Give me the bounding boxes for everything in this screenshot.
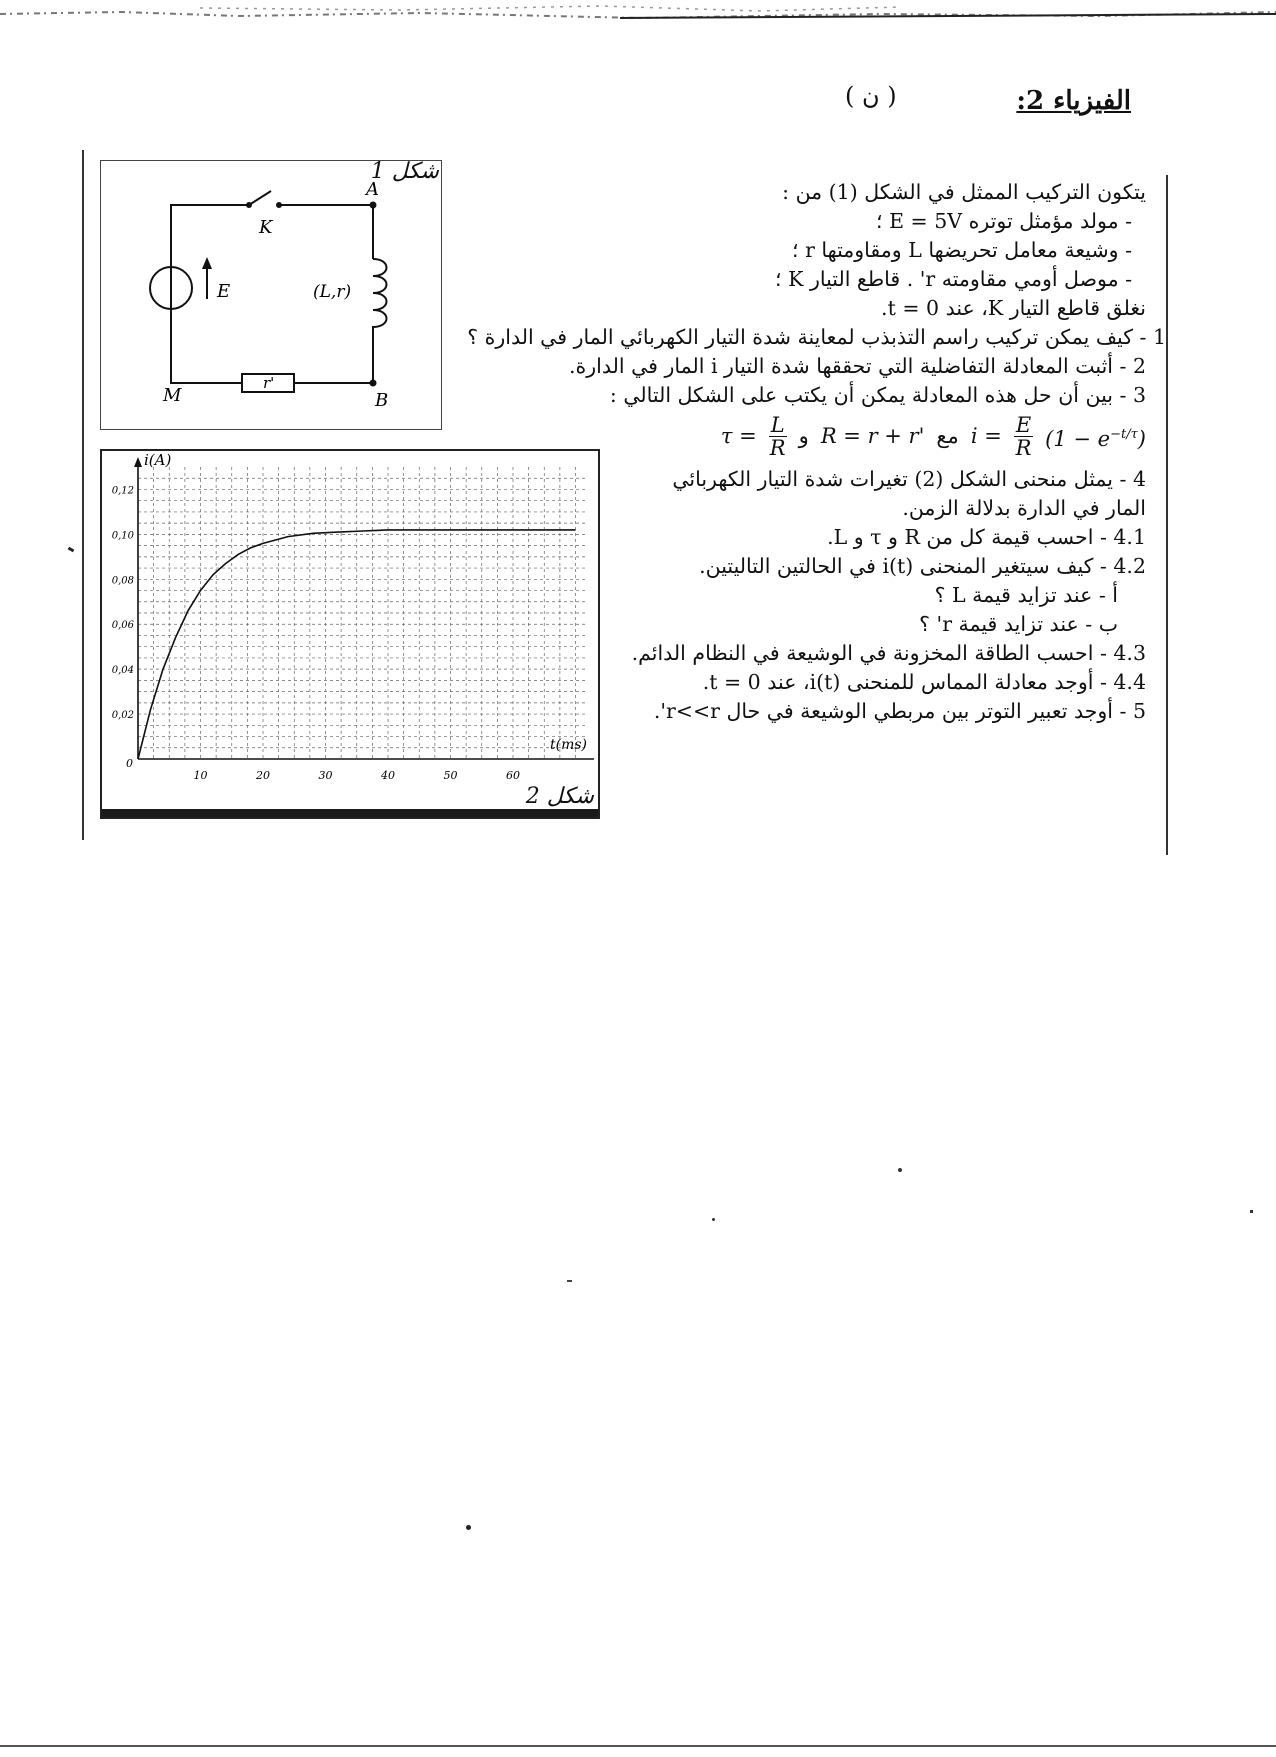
figure-2-label: شكل 2 bbox=[525, 784, 594, 809]
question-2: 2 - أثبت المعادلة التفاضلية التي تحققها شدة التيار i المار في الدارة. bbox=[569, 354, 1146, 378]
scan-speck bbox=[466, 1525, 471, 1530]
y-tick-label: 0,06 bbox=[111, 620, 134, 632]
y-axis-label: i(A) bbox=[144, 451, 172, 469]
y-tick-label: 0,04 bbox=[111, 665, 134, 677]
close-switch-line: نغلق قاطع التيار K، عند t = 0. bbox=[881, 296, 1146, 320]
tau-numerator: L bbox=[770, 413, 785, 437]
tau-fraction bbox=[769, 414, 787, 459]
exercise-text bbox=[467, 178, 1166, 726]
current-vs-time-chart bbox=[102, 451, 598, 801]
i-eq: i = bbox=[970, 424, 1002, 448]
e-over-r-fraction bbox=[1014, 414, 1033, 459]
x-axis-label: t(ms) bbox=[550, 737, 588, 753]
item-coil: - وشيعة معامل تحريضها L ومقاومتها r ؛ bbox=[792, 238, 1132, 262]
question-3: 3 - بين أن حل هذه المعادلة يمكن أن يكتب على الشكل التالي : bbox=[609, 383, 1146, 407]
scan-speck bbox=[1250, 1210, 1253, 1213]
and-word: و bbox=[798, 424, 809, 448]
question-5: 5 - أوجد تعبير التوتر بين مربطي الوشيعة في حال r<<r'. bbox=[653, 699, 1146, 723]
origin-label: 0 bbox=[126, 757, 133, 770]
section-title: الفيزياء 2: bbox=[1016, 86, 1131, 116]
item-generator: - مولد مؤمثل توتره E = 5V ؛ bbox=[876, 209, 1132, 233]
scan-speck bbox=[712, 1218, 715, 1221]
tau-denominator: R bbox=[769, 436, 786, 460]
right-margin-line bbox=[1166, 175, 1168, 855]
solution-formula bbox=[606, 414, 1146, 459]
switch-k-label: K bbox=[259, 217, 273, 238]
question-4-4: 4.4 - أوجد معادلة المماس للمنحنى i(t)، عند t = 0. bbox=[702, 670, 1146, 694]
exponent: −t/τ bbox=[1110, 426, 1138, 442]
question-4-2-a: أ - عند تزايد قيمة L ؟ bbox=[934, 583, 1118, 607]
left-margin-line bbox=[82, 150, 84, 840]
r-definition: R = r + r' bbox=[820, 424, 925, 448]
question-4-1: 4.1 - احسب قيمة كل من R و τ و L. bbox=[827, 525, 1146, 549]
scan-speck bbox=[567, 1280, 572, 1282]
x-tick-label: 60 bbox=[506, 769, 520, 782]
x-tick-label: 20 bbox=[256, 769, 270, 782]
question-4: 4 - يمثل منحنى الشكل (2) تغيرات شدة التيار الكهربائي المار في الدارة بدلالة الزمن. bbox=[672, 467, 1146, 520]
figure-2-chart bbox=[100, 449, 600, 819]
scan-speck bbox=[898, 1168, 902, 1172]
question-4-2-b: ب - عند تزايد قيمة r' ؟ bbox=[919, 612, 1118, 636]
node-b-label: B bbox=[375, 390, 389, 411]
bottom-rule bbox=[0, 1745, 1276, 1747]
coil-symbol bbox=[373, 259, 387, 333]
y-tick-label: 0,08 bbox=[111, 575, 134, 587]
e-numerator: E bbox=[1015, 413, 1032, 437]
circuit-diagram bbox=[101, 161, 441, 429]
figure-1-label: شكل 1 bbox=[370, 159, 439, 184]
switch-k bbox=[249, 191, 271, 205]
item-resistor: - موصل أومي مقاومته r' . قاطع التيار K ؛ bbox=[775, 267, 1132, 291]
score-placeholder: ( ن ) bbox=[845, 82, 897, 110]
node-m-label: M bbox=[163, 385, 182, 406]
node-a-label: A bbox=[366, 179, 379, 200]
figure-1-circuit bbox=[100, 160, 442, 430]
y-tick-label: 0,10 bbox=[111, 530, 134, 542]
tau-eq: τ = bbox=[720, 424, 757, 448]
x-tick-label: 10 bbox=[193, 769, 208, 782]
with-word: مع bbox=[936, 424, 959, 448]
question-4-2: 4.2 - كيف سيتغير المنحنى i(t) في الحالتين التاليتين. bbox=[699, 554, 1146, 578]
r-denominator: R bbox=[1015, 436, 1032, 460]
x-tick-label: 40 bbox=[381, 769, 395, 782]
y-tick-label: 0,12 bbox=[111, 485, 134, 497]
x-tick-label: 50 bbox=[443, 769, 458, 782]
y-axis-arrow bbox=[134, 457, 142, 467]
question-4-3: 4.3 - احسب الطاقة المخزونة في الوشيعة في النظام الدائم. bbox=[631, 641, 1146, 665]
figure-2-base bbox=[102, 809, 598, 817]
resistor-label: r' bbox=[263, 374, 275, 392]
emf-label: E bbox=[217, 281, 231, 302]
question-1: 1 - كيف يمكن تركيب راسم التذبذب لمعاينة شدة التيار الكهربائي المار في الدارة ؟ bbox=[467, 325, 1166, 349]
coil-label: (L,r) bbox=[313, 282, 352, 302]
scan-noise bbox=[0, 0, 1276, 30]
x-tick-label: 30 bbox=[318, 769, 333, 782]
exp-expression: $(1 - e^{-t/\tau})$ bbox=[1045, 426, 1146, 451]
scan-speck bbox=[68, 547, 75, 553]
intro-line: يتكون التركيب الممثل في الشكل (1) من : bbox=[782, 180, 1146, 204]
y-tick-label: 0,02 bbox=[111, 710, 134, 722]
